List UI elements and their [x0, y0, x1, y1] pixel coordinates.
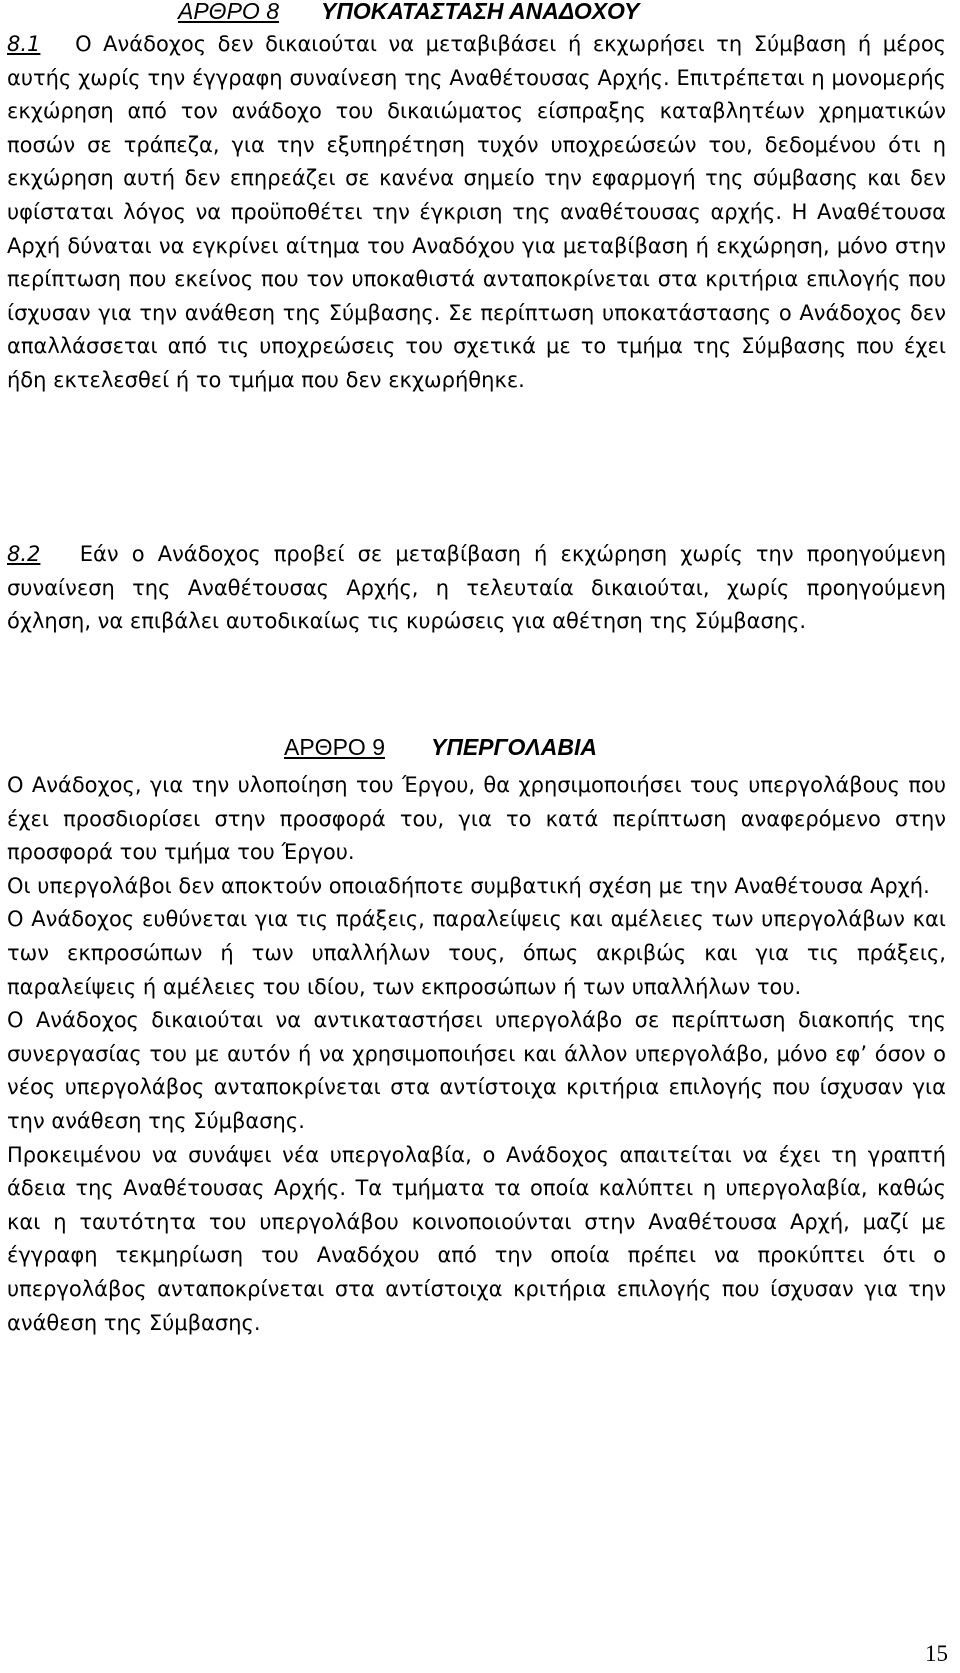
- clause-8-1-number: 8.1: [7, 32, 41, 56]
- article-9-paragraph: Ο Ανάδοχος ευθύνεται για τις πράξεις, παραλείψεις και αμέλειες των υπεργολάβων και των εκπροσώπων ή των υπαλλήλων τους, όπως ακριβώς και για τις πράξεις, παραλείψεις ή αμέλειες του ιδίου, των εκπροσώπων ή των υπαλλήλων του.: [7, 907, 946, 999]
- article-9-heading: [0, 733, 960, 761]
- article-9-body: [7, 769, 946, 1340]
- clause-8-2: [7, 538, 946, 639]
- clause-8-2-number: 8.2: [7, 542, 41, 566]
- clause-8-1: [7, 28, 946, 398]
- article-9-paragraph: Ο Ανάδοχος δικαιούται να αντικαταστήσει υπεργολάβο σε περίπτωση διακοπής της συνεργασίας του με αυτόν ή να χρησιμοποιήσει και άλλον υπεργολάβο, μόνο εφ’ όσον ο νέος υπεργολάβος ανταποκρίνεται στα αντίστοιχα κριτήρια επιλογής που ίσχυσαν για την ανάθεση της Σύμβασης.: [7, 1008, 946, 1133]
- article-9-paragraph: Οι υπεργολάβοι δεν αποκτούν οποιαδήποτε συμβατική σχέση με την Αναθέτουσα Αρχή.: [7, 873, 930, 898]
- article-8-number: ΑΡΘΡΟ 8: [178, 0, 279, 24]
- clause-8-2-text: Εάν ο Ανάδοχος προβεί σε μεταβίβαση ή εκχώρηση χωρίς την προηγούμενη συναίνεση της Αναθέτουσας Αρχής, η τελευταία δικαιούται, χωρίς προηγούμενη όχληση, να επιβάλει αυτοδικαίως τις κυρώσεις για αθέτηση της Σύμβασης.: [7, 542, 947, 634]
- article-9-number: ΑΡΘΡΟ 9: [284, 734, 385, 760]
- article-9-paragraph: Προκειμένου να συνάψει νέα υπεργολαβία, ο Ανάδοχος απαιτείται να έχει τη γραπτή άδεια της Αναθέτουσας Αρχής. Τα τμήματα τα οποία καλύπτει η υπεργολαβία, καθώς και η ταυτότητα του υπεργολάβου κοινοποιούνται στην Αναθέτουσα Αρχή, μαζί με έγγραφη τεκμηρίωση του Αναδόχου από την οποία πρέπει να προκύπτει ότι ο υπεργολάβος ανταποκρίνεται στα αντίστοιχα κριτήρια επιλογής που ίσχυσαν για την ανάθεση της Σύμβασης.: [7, 1142, 946, 1335]
- article-8-heading: [0, 0, 960, 25]
- article-9-title: ΥΠΕΡΓΟΛΑΒΙΑ: [430, 734, 597, 760]
- clause-8-1-text: Ο Ανάδοχος δεν δικαιούται να μεταβιβάσει ή εκχωρήσει τη Σύμβαση ή μέρος αυτής χωρίς την έγγραφη συναίνεση της Αναθέτουσας Αρχής. Επιτρέπεται η μονομερής εκχώρηση από τον ανάδοχο του δικαιώματος είσπραξης καταβλητέων χρηματικών ποσών σε τράπεζα, για την εξυπηρέτηση τυχόν υποχρεώσεών του, δεδομένου ότι η εκχώρηση αυτή δεν επηρεάζει σε κανένα σημείο την εφαρμογή της σύμβασης και δεν υφίσταται λόγος να προϋποθέτει την έγκριση της αναθέτουσας αρχής. Η Αναθέτουσα Αρχή δύναται να εγκρίνει αίτημα του Αναδόχου για μεταβίβαση ή εκχώρηση, μόνο στην περίπτωση που εκείνος που τον υποκαθιστά ανταποκρίνεται στα κριτήρια επιλογής που ίσχυσαν για την ανάθεση της Σύμβασης. Σε περίπτωση υποκατάστασης ο Ανάδοχος δεν απαλλάσσεται από τις υποχρεώσεις του σχετικά με το τμήμα της Σύμβασης που έχει ήδη εκτελεσθεί ή το τμήμα που δεν εκχωρήθηκε.: [7, 32, 946, 392]
- article-8-title: ΥΠΟΚΑΤΑΣΤΑΣΗ ΑΝΑΔΟΧΟΥ: [320, 0, 640, 24]
- article-9-paragraph: Ο Ανάδοχος, για την υλοποίηση του Έργου, θα χρησιμοποιήσει τους υπεργολάβους που έχει προσδιορίσει στην προσφορά του, για το κατά περίπτωση αναφερόμενο στην προσφορά του τμήμα του Έργου.: [7, 773, 946, 865]
- page-number: 15: [925, 1641, 948, 1666]
